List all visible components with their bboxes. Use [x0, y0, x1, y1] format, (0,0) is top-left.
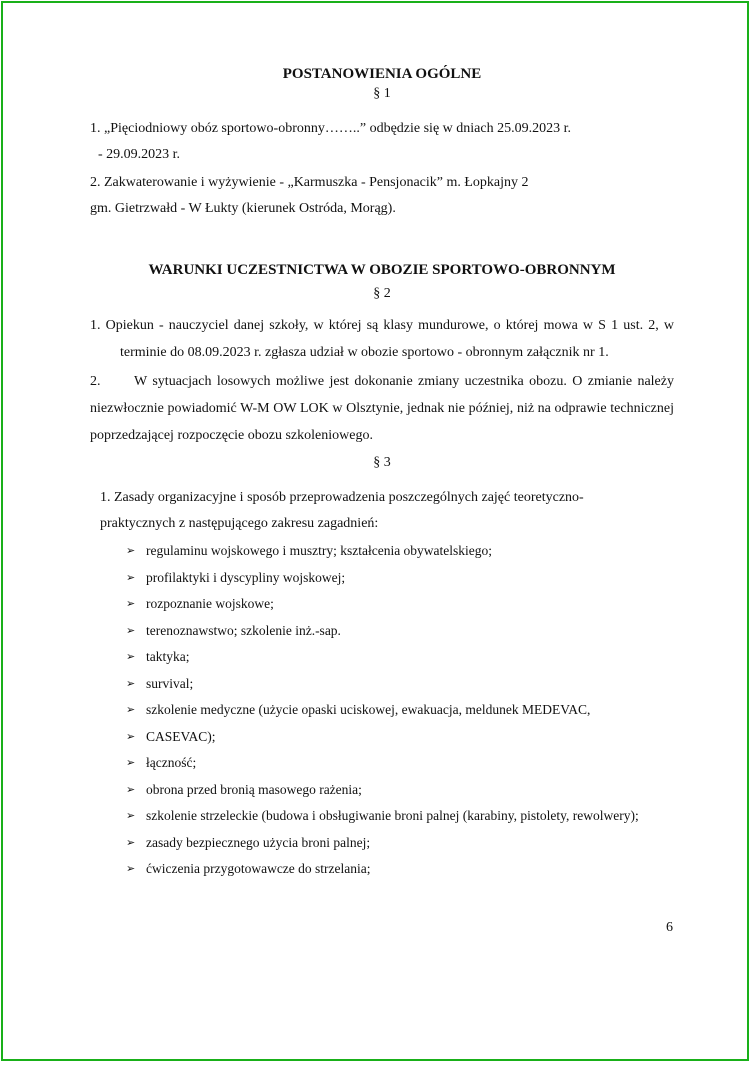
topic-text: taktyka;: [146, 649, 190, 664]
section2-item-2-number: 2.: [90, 374, 101, 389]
topic-list-item: [126, 644, 674, 671]
topic-list-item: [126, 591, 674, 618]
arrow-bullet-icon: ➢: [126, 570, 136, 584]
section2-title: WARUNKI UCZESTNICTWA W OBOZIE SPORTOWO-OBRONNYM: [148, 262, 616, 278]
topic-text: zasady bezpiecznego użycia broni palnej;: [146, 834, 371, 850]
arrow-bullet-icon: ➢: [126, 862, 136, 875]
section1-item-1-line2: - 29.09.2023 r.: [98, 147, 181, 162]
arrow-bullet-icon: ➢: [126, 729, 136, 743]
arrow-bullet-icon: ➢: [126, 676, 136, 690]
arrow-bullet-icon: ➢: [126, 835, 136, 849]
arrow-bullet-icon: ➢: [126, 544, 136, 557]
arrow-bullet-icon: ➢: [126, 623, 136, 637]
section1-title: POSTANOWIENIA OGÓLNE: [282, 66, 482, 82]
topic-text: szkolenie strzeleckie (budowa i obsługiwanie broni palnej (karabiny, pistolety, rewolwery);: [146, 808, 639, 823]
arrow-bullet-icon: ➢: [126, 782, 136, 796]
topic-list-item: [126, 777, 674, 804]
topic-list-item: [126, 538, 674, 565]
section2-sign: § 2: [373, 286, 391, 301]
arrow-bullet-icon: ➢: [126, 809, 136, 822]
topic-text: obrona przed bronią masowego rażenia;: [146, 781, 362, 797]
arrow-bullet-icon: ➢: [126, 650, 136, 663]
section1-sign: § 1: [373, 86, 391, 101]
topic-text: regulaminu wojskowego i musztry; kształcenia obywatelskiego;: [146, 543, 493, 558]
topic-list-item: [126, 750, 674, 777]
section1-item-1-line1: 1. „Pięciodniowy obóz sportowo-obronny……..” odbędzie się w dniach 25.09.2023 r.: [90, 121, 571, 136]
topic-text: CASEVAC);: [146, 728, 216, 744]
topic-text: rozpoznanie wojskowe;: [146, 596, 274, 611]
topic-text: szkolenie medyczne (użycie opaski uciskowej, ewakuacja, meldunek MEDEVAC,: [146, 702, 591, 717]
page-number: 6: [666, 920, 673, 935]
topic-list-item: [126, 697, 674, 724]
topic-text: profilaktyki i dyscypliny wojskowej;: [146, 569, 346, 585]
section3-sign: § 3: [373, 455, 391, 470]
section3-item-1-line2: praktycznych z następującego zakresu zagadnień:: [100, 516, 379, 531]
topic-text: survival;: [146, 675, 194, 691]
topic-list-item: [126, 856, 674, 883]
topic-list-item: [126, 671, 674, 698]
document-body: [90, 64, 674, 883]
topics-list: [90, 538, 674, 883]
topic-text: łączność;: [146, 755, 197, 770]
topic-text: ćwiczenia przygotowawcze do strzelania;: [146, 861, 371, 876]
arrow-bullet-icon: ➢: [126, 597, 136, 610]
section1-item-2-line1: 2. Zakwaterowanie i wyżywienie - „Karmuszka - Pensjonacik” m. Łopkajny 2: [90, 175, 529, 190]
topic-list-item: [126, 618, 674, 645]
section3-item-1-line1: 1. Zasady organizacyjne i sposób przeprowadzenia poszczególnych zajęć teoretyczno-: [100, 490, 584, 505]
topic-list-item: [126, 830, 674, 857]
arrow-bullet-icon: ➢: [126, 703, 136, 716]
arrow-bullet-icon: ➢: [126, 756, 136, 769]
topic-text: terenoznawstwo; szkolenie inż.-sap.: [146, 622, 341, 638]
topic-list-item: [126, 565, 674, 592]
section1-item-2-line2: gm. Gietrzwałd - W Łukty (kierunek Ostróda, Morąg).: [90, 201, 396, 216]
section2-item-1: 1. Opiekun - nauczyciel danej szkoły, w której są klasy mundurowe, o której mowa w S 1 ust. 2, w terminie do 08.09.2023 r. zgłasza udział w obozie sportowo - obronnym załącznik nr 1.: [90, 318, 674, 360]
section1-item-1: [90, 116, 674, 168]
section1-item-2: [90, 170, 674, 222]
section2-item-2-text: W sytuacjach losowych możliwe jest dokonanie zmiany uczestnika obozu. O zmianie należy niezwłocznie powiadomić W-M OW LOK w Olsztynie, jednak nie później, niż na odprawie technicznej poprzedzającej rozpoczęcie obozu szkoleniowego.: [90, 374, 674, 443]
section1-list: [90, 116, 674, 222]
topic-list-item: [126, 724, 674, 751]
topic-list-item: [126, 803, 674, 830]
section2-item-2: [90, 368, 674, 449]
section3-item-1: [90, 485, 674, 537]
